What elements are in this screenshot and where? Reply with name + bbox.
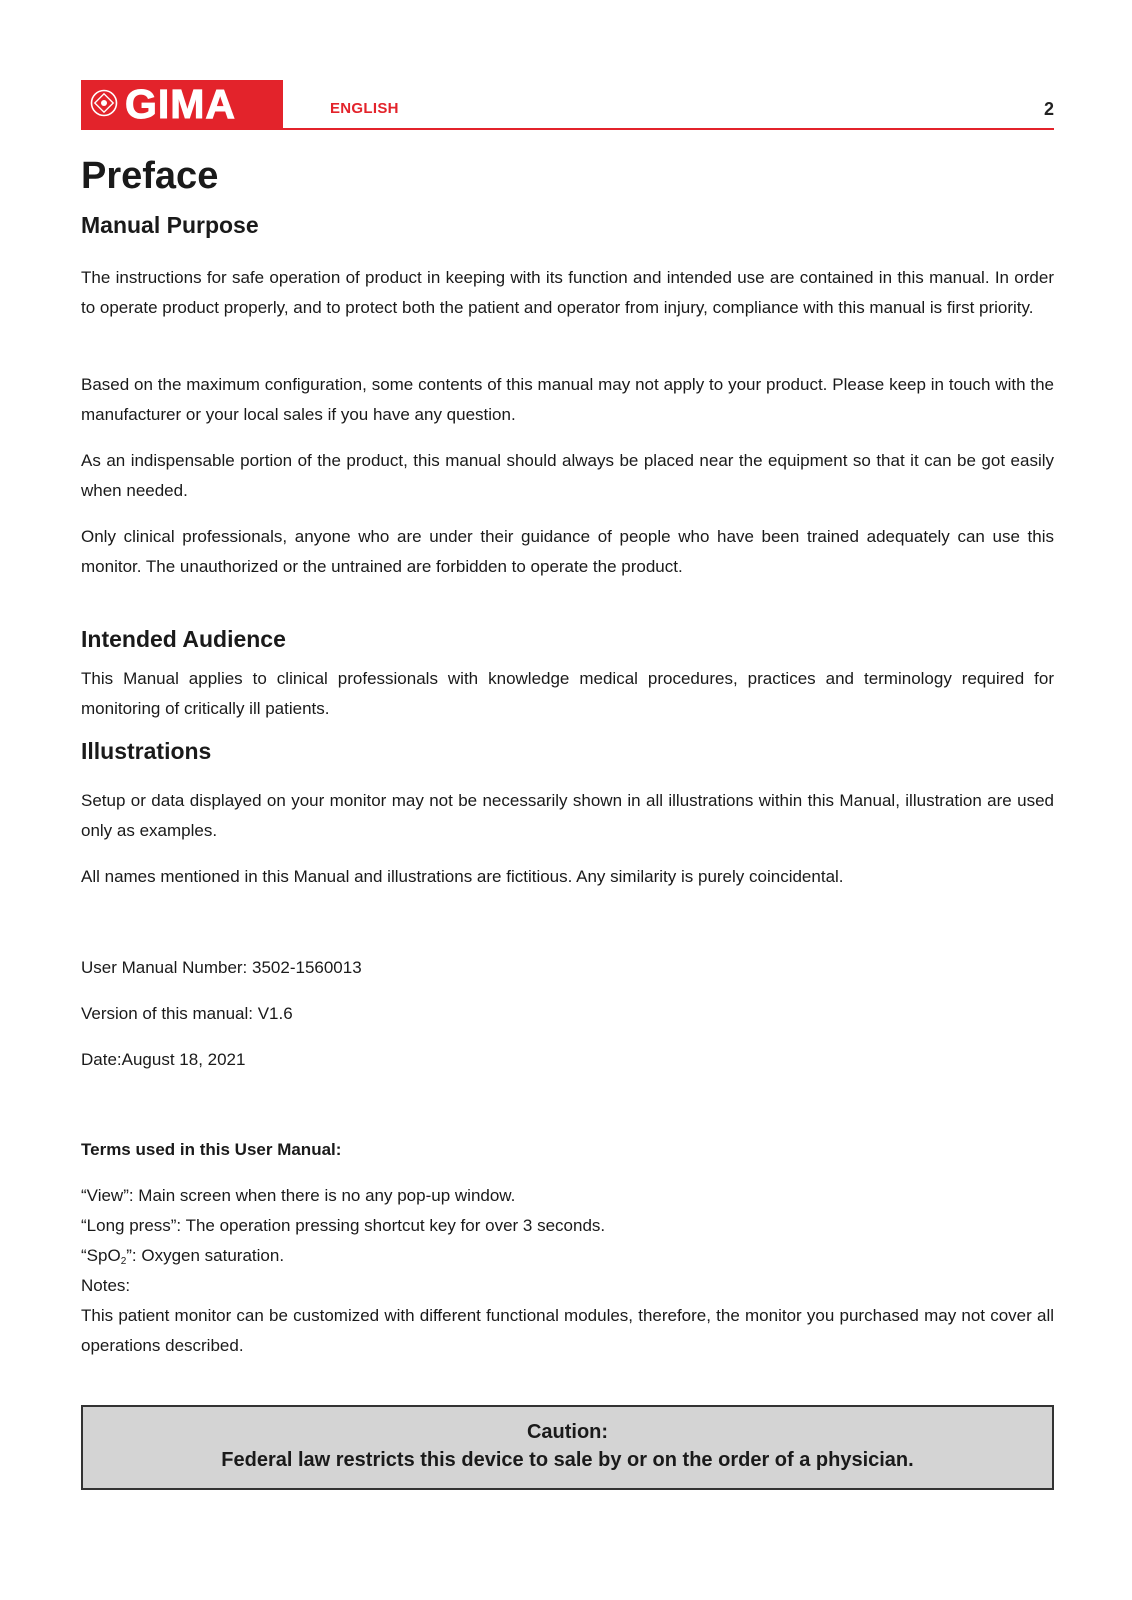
paragraph: All names mentioned in this Manual and illustrations are fictitious. Any similarity is purely coincidental. [81,867,844,886]
manual-number: User Manual Number: 3502-1560013 [81,958,362,977]
term-spo2-suffix: ”: Oxygen saturation. [126,1246,285,1265]
terms-heading: Terms used in this User Manual: [81,1140,342,1159]
term-spo2-prefix: “SpO [81,1246,121,1265]
language-label: ENGLISH [330,100,399,117]
heading-intended-audience: Intended Audience [81,626,286,652]
heading-manual-purpose: Manual Purpose [81,212,259,238]
logo-text: GIMA [125,81,237,127]
heading-illustrations: Illustrations [81,738,212,764]
manual-date: Date:August 18, 2021 [81,1050,246,1069]
paragraph: Setup or data displayed on your monitor may not be necessarily shown in all illustrations within this Manual, illustration are used only as examples. [81,791,1054,840]
notes-label: Notes: [81,1276,131,1295]
paragraph: Only clinical professionals, anyone who are under their guidance of people who have been trained adequately can use this monitor. The unauthorized or the untrained are forbidden to operate the product. [81,527,1054,576]
paragraph: Based on the maximum configuration, some contents of this manual may not apply to your product. Please keep in touch with the manufacturer or your local sales if you have any question. [81,375,1054,424]
term-spo2-subscript: 2 [120,1256,127,1267]
page-header [81,80,1054,130]
term-view: “View”: Main screen when there is no any pop-up window. [81,1186,516,1205]
paragraph: The instructions for safe operation of product in keeping with its function and intended use are contained in this manual. In order to operate product properly, and to protect both the patient and operator from injury, compliance with this manual is first priority. [81,268,1054,317]
paragraph: This Manual applies to clinical professionals with knowledge medical procedures, practices and terminology required for monitoring of critically ill patients. [81,669,1054,718]
caution-box [81,1405,1054,1490]
caution-title: Caution: [526,1421,609,1443]
gima-logo [81,80,283,128]
term-long-press: “Long press”: The operation pressing shortcut key for over 3 seconds. [81,1216,606,1235]
manual-version: Version of this manual: V1.6 [81,1004,293,1023]
paragraph: As an indispensable portion of the product, this manual should always be placed near the equipment so that it can be got easily when needed. [81,451,1054,500]
page-number: 2 [1043,99,1054,119]
page-title: Preface [81,155,219,197]
caution-text: Federal law restricts this device to sale by or on the order of a physician. [221,1449,914,1471]
notes-text: This patient monitor can be customized with different functional modules, therefore, the monitor you purchased may not cover all operations described. [81,1306,1054,1355]
gima-emblem-icon [90,89,118,117]
